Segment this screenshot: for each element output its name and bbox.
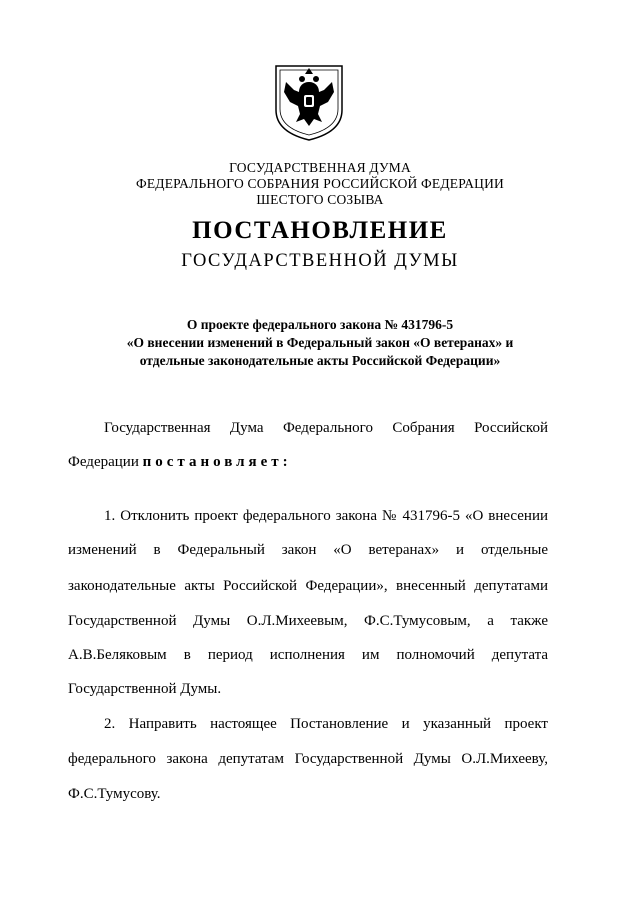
resolves-word: постановляет: (142, 454, 292, 470)
item2-line-2: федерального закона депутатам Государственной Думы О.Л.Михееву, (68, 751, 548, 767)
item2-line-3: Ф.С.Тумусову. (68, 786, 161, 802)
preamble-line-2 (68, 454, 548, 471)
header-line-1: ГОСУДАРСТВЕННАЯ ДУМА (229, 160, 411, 175)
preamble-text: Федерации (68, 454, 143, 470)
item1-line-4: Государственной Думы О.Л.Михеевым, Ф.С.Тумусовым, а также (68, 613, 548, 629)
item1-line-1: 1. Отклонить проект федерального закона № 431796-5 «О внесении (104, 508, 548, 524)
document-title: ПОСТАНОВЛЕНИЕ (192, 217, 448, 244)
subject-line-1: О проекте федерального закона № 431796-5 (186, 317, 454, 332)
subject-line-3: отдельные законодательные акты Российской Федерации» (139, 353, 501, 368)
item1-line-2: изменений в Федеральный закон «О ветеранах» и отдельные (68, 542, 548, 558)
subject-line-2: «О внесении изменений в Федеральный закон «О ветеранах» и (126, 335, 514, 350)
item1-line-5: А.В.Беляковым в период исполнения им полномочий депутата (68, 647, 548, 663)
header-line-2: ФЕДЕРАЛЬНОГО СОБРАНИЯ РОССИЙСКОЙ ФЕДЕРАЦИИ (136, 176, 504, 191)
state-emblem-icon (272, 62, 346, 142)
document-subtitle: ГОСУДАРСТВЕННОЙ ДУМЫ (181, 251, 459, 271)
preamble-line-1: Государственная Дума Федерального Собрания Российской (104, 420, 548, 436)
header-line-3: ШЕСТОГО СОЗЫВА (256, 192, 384, 207)
item1-line-3: законодательные акты Российской Федерации», внесенный депутатами (68, 578, 548, 594)
item2-line-1: 2. Направить настоящее Постановление и указанный проект (104, 716, 548, 732)
item1-line-6: Государственной Думы. (68, 681, 222, 697)
